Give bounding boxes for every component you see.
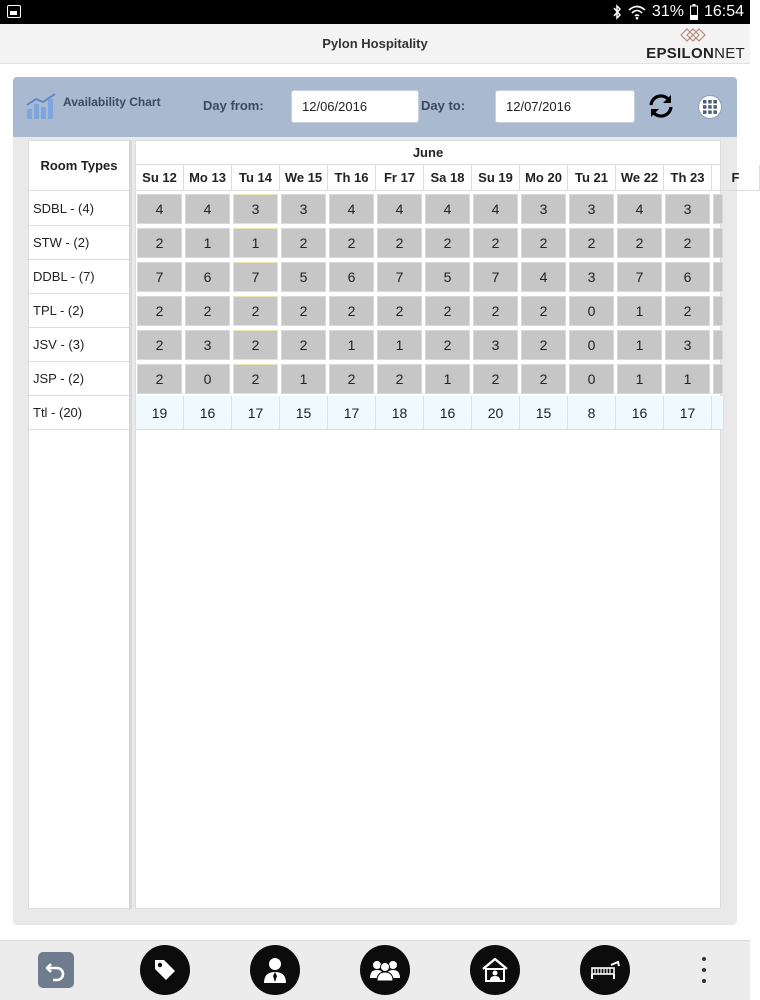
availability-cell[interactable]: 2 — [377, 228, 422, 258]
day-header: F — [712, 165, 760, 191]
room-type-row[interactable]: DDBL - (7) — [29, 260, 129, 294]
availability-cell[interactable] — [713, 228, 723, 258]
user-icon — [262, 956, 288, 984]
availability-cell[interactable]: 4 — [377, 194, 422, 224]
availability-cell[interactable]: 2 — [281, 296, 326, 326]
group-icon — [368, 958, 402, 982]
availability-cell[interactable] — [713, 262, 723, 292]
logo-mark-icon — [673, 26, 713, 44]
gallery-icon — [7, 5, 21, 18]
availability-cell[interactable]: 1 — [617, 296, 662, 326]
wifi-icon — [628, 4, 646, 20]
day-header: We 15 — [280, 165, 328, 191]
availability-cell[interactable]: 2 — [521, 364, 566, 394]
availability-cell[interactable]: 7 — [617, 262, 662, 292]
more-button[interactable] — [698, 957, 710, 983]
more-dot — [702, 968, 706, 972]
availability-cell[interactable]: 0 — [569, 296, 614, 326]
availability-cell[interactable]: 4 — [473, 194, 518, 224]
availability-cell[interactable]: 3 — [569, 262, 614, 292]
grid-view-button[interactable] — [698, 95, 722, 119]
availability-cell[interactable] — [713, 194, 723, 224]
day-from-input[interactable] — [291, 90, 419, 123]
more-dot — [702, 979, 706, 983]
availability-cell[interactable]: 2 — [425, 330, 470, 360]
app-title: Pylon Hospitality — [322, 36, 428, 51]
availability-cell[interactable]: 2 — [521, 296, 566, 326]
chart-icon — [25, 91, 59, 121]
day-header: Su 12 — [136, 165, 184, 191]
availability-cell[interactable]: 4 — [329, 194, 374, 224]
availability-cell[interactable]: 5 — [281, 262, 326, 292]
availability-cell[interactable]: 2 — [137, 330, 182, 360]
back-button[interactable] — [38, 952, 74, 988]
availability-cell[interactable]: 4 — [521, 262, 566, 292]
toolbar — [13, 77, 737, 137]
logo-text-light: NET — [714, 45, 745, 62]
availability-cell[interactable]: 2 — [665, 296, 710, 326]
total-cell: 8 — [568, 396, 616, 430]
availability-cell[interactable]: 7 — [377, 262, 422, 292]
availability-panel — [13, 77, 740, 925]
availability-cell[interactable] — [713, 330, 723, 360]
day-header: Sa 18 — [424, 165, 472, 191]
availability-cell[interactable]: 1 — [425, 364, 470, 394]
clock: 16:54 — [703, 3, 744, 20]
status-bar — [0, 0, 750, 24]
refresh-icon — [647, 92, 675, 120]
total-cell: 17 — [664, 396, 712, 430]
availability-cell[interactable]: 1 — [185, 228, 230, 258]
availability-cell[interactable]: 4 — [185, 194, 230, 224]
availability-cell[interactable] — [713, 364, 723, 394]
availability-cell[interactable]: 3 — [665, 330, 710, 360]
app-header — [0, 24, 750, 64]
availability-cell[interactable]: 4 — [137, 194, 182, 224]
day-header: We 22 — [616, 165, 664, 191]
bed-icon — [589, 958, 621, 982]
total-cell: 18 — [376, 396, 424, 430]
availability-cell[interactable]: 3 — [473, 330, 518, 360]
total-row-label: Ttl - (20) — [29, 396, 129, 430]
availability-cell[interactable]: 7 — [137, 262, 182, 292]
availability-cell[interactable]: 6 — [665, 262, 710, 292]
total-cell: 16 — [184, 396, 232, 430]
availability-cell[interactable]: 2 — [233, 364, 278, 394]
availability-cell[interactable]: 1 — [617, 364, 662, 394]
availability-cell[interactable]: 1 — [665, 364, 710, 394]
day-header: Fr 17 — [376, 165, 424, 191]
rates-button[interactable] — [140, 945, 190, 995]
availability-cell[interactable] — [713, 296, 723, 326]
availability-cell[interactable]: 4 — [617, 194, 662, 224]
grid-icon — [703, 100, 717, 114]
availability-cell[interactable]: 3 — [569, 194, 614, 224]
availability-cell[interactable]: 2 — [233, 330, 278, 360]
total-cell — [712, 396, 724, 430]
availability-cell[interactable]: 2 — [329, 228, 374, 258]
availability-cell[interactable]: 2 — [617, 228, 662, 258]
availability-cell[interactable]: 0 — [569, 330, 614, 360]
availability-cell[interactable]: 3 — [185, 330, 230, 360]
chart-title: Availability Chart — [63, 95, 161, 109]
availability-cell[interactable]: 3 — [665, 194, 710, 224]
availability-cell[interactable]: 6 — [185, 262, 230, 292]
house-icon — [481, 957, 509, 983]
availability-cell[interactable]: 4 — [425, 194, 470, 224]
room-type-row[interactable]: SDBL - (4) — [29, 192, 129, 226]
availability-cell[interactable]: 3 — [233, 194, 278, 224]
housekeeping-button[interactable] — [580, 945, 630, 995]
availability-cell[interactable]: 6 — [329, 262, 374, 292]
availability-cell[interactable]: 3 — [281, 194, 326, 224]
total-cell: 16 — [616, 396, 664, 430]
bluetooth-icon — [612, 4, 622, 20]
groups-button[interactable] — [360, 945, 410, 995]
room-type-row[interactable]: JSV - (3) — [29, 328, 129, 362]
total-cell: 20 — [472, 396, 520, 430]
availability-cell[interactable]: 0 — [569, 364, 614, 394]
price-tag-icon — [152, 957, 178, 983]
availability-cell[interactable]: 2 — [137, 364, 182, 394]
epsilonnet-logo — [645, 26, 745, 62]
battery-percent: 31% — [651, 3, 684, 20]
availability-cell[interactable]: 1 — [377, 330, 422, 360]
availability-cell[interactable]: 2 — [185, 296, 230, 326]
availability-cell[interactable]: 1 — [233, 228, 278, 258]
room-types-header: Room Types — [29, 141, 129, 191]
month-header: June — [136, 141, 720, 165]
total-cell: 19 — [136, 396, 184, 430]
day-header: Tu 21 — [568, 165, 616, 191]
availability-cell[interactable]: 2 — [473, 228, 518, 258]
room-types-column — [28, 140, 132, 909]
day-header: Mo 20 — [520, 165, 568, 191]
total-cell: 16 — [424, 396, 472, 430]
availability-cell[interactable]: 2 — [569, 228, 614, 258]
day-header: Th 16 — [328, 165, 376, 191]
availability-cell[interactable]: 2 — [233, 296, 278, 326]
availability-cell[interactable]: 2 — [473, 296, 518, 326]
status-icons — [612, 0, 744, 24]
availability-cell[interactable]: 2 — [281, 330, 326, 360]
total-cell: 15 — [520, 396, 568, 430]
availability-cell[interactable]: 2 — [521, 228, 566, 258]
room-type-row[interactable]: TPL - (2) — [29, 294, 129, 328]
undo-arrow-icon — [44, 958, 68, 982]
day-header: Tu 14 — [232, 165, 280, 191]
day-from-label: Day from: — [203, 98, 264, 113]
availability-cell[interactable]: 2 — [281, 228, 326, 258]
availability-cell[interactable]: 2 — [425, 296, 470, 326]
bottom-nav — [0, 940, 750, 1000]
availability-cell[interactable]: 2 — [137, 228, 182, 258]
availability-cell[interactable]: 2 — [665, 228, 710, 258]
logo-text-bold: EPSILON — [646, 45, 715, 62]
availability-grid — [135, 140, 740, 909]
availability-cell[interactable]: 2 — [377, 296, 422, 326]
availability-cell[interactable]: 2 — [137, 296, 182, 326]
refresh-button[interactable] — [645, 90, 677, 122]
availability-cell[interactable]: 5 — [425, 262, 470, 292]
rooms-button[interactable] — [470, 945, 520, 995]
availability-cell[interactable]: 1 — [617, 330, 662, 360]
availability-cell[interactable]: 2 — [329, 296, 374, 326]
day-header: Su 19 — [472, 165, 520, 191]
guest-button[interactable] — [250, 945, 300, 995]
total-cell: 15 — [280, 396, 328, 430]
day-to-label: Day to: — [421, 98, 466, 113]
total-cell: 17 — [232, 396, 280, 430]
availability-cell[interactable]: 1 — [281, 364, 326, 394]
availability-cell[interactable]: 0 — [185, 364, 230, 394]
day-header: Th 23 — [664, 165, 712, 191]
availability-cell[interactable]: 3 — [521, 194, 566, 224]
availability-cell[interactable]: 7 — [233, 262, 278, 292]
battery-icon — [690, 4, 698, 20]
day-to-input[interactable] — [495, 90, 635, 123]
availability-cell[interactable]: 7 — [473, 262, 518, 292]
total-cell: 17 — [328, 396, 376, 430]
logo-text — [646, 45, 745, 62]
room-type-row[interactable]: STW - (2) — [29, 226, 129, 260]
availability-cell[interactable]: 2 — [377, 364, 422, 394]
day-header: Mo 13 — [184, 165, 232, 191]
availability-cell[interactable]: 2 — [521, 330, 566, 360]
availability-cell[interactable]: 1 — [329, 330, 374, 360]
room-type-row[interactable]: JSP - (2) — [29, 362, 129, 396]
availability-cell[interactable]: 2 — [425, 228, 470, 258]
availability-cell[interactable]: 2 — [329, 364, 374, 394]
more-dot — [702, 957, 706, 961]
availability-cell[interactable]: 2 — [473, 364, 518, 394]
